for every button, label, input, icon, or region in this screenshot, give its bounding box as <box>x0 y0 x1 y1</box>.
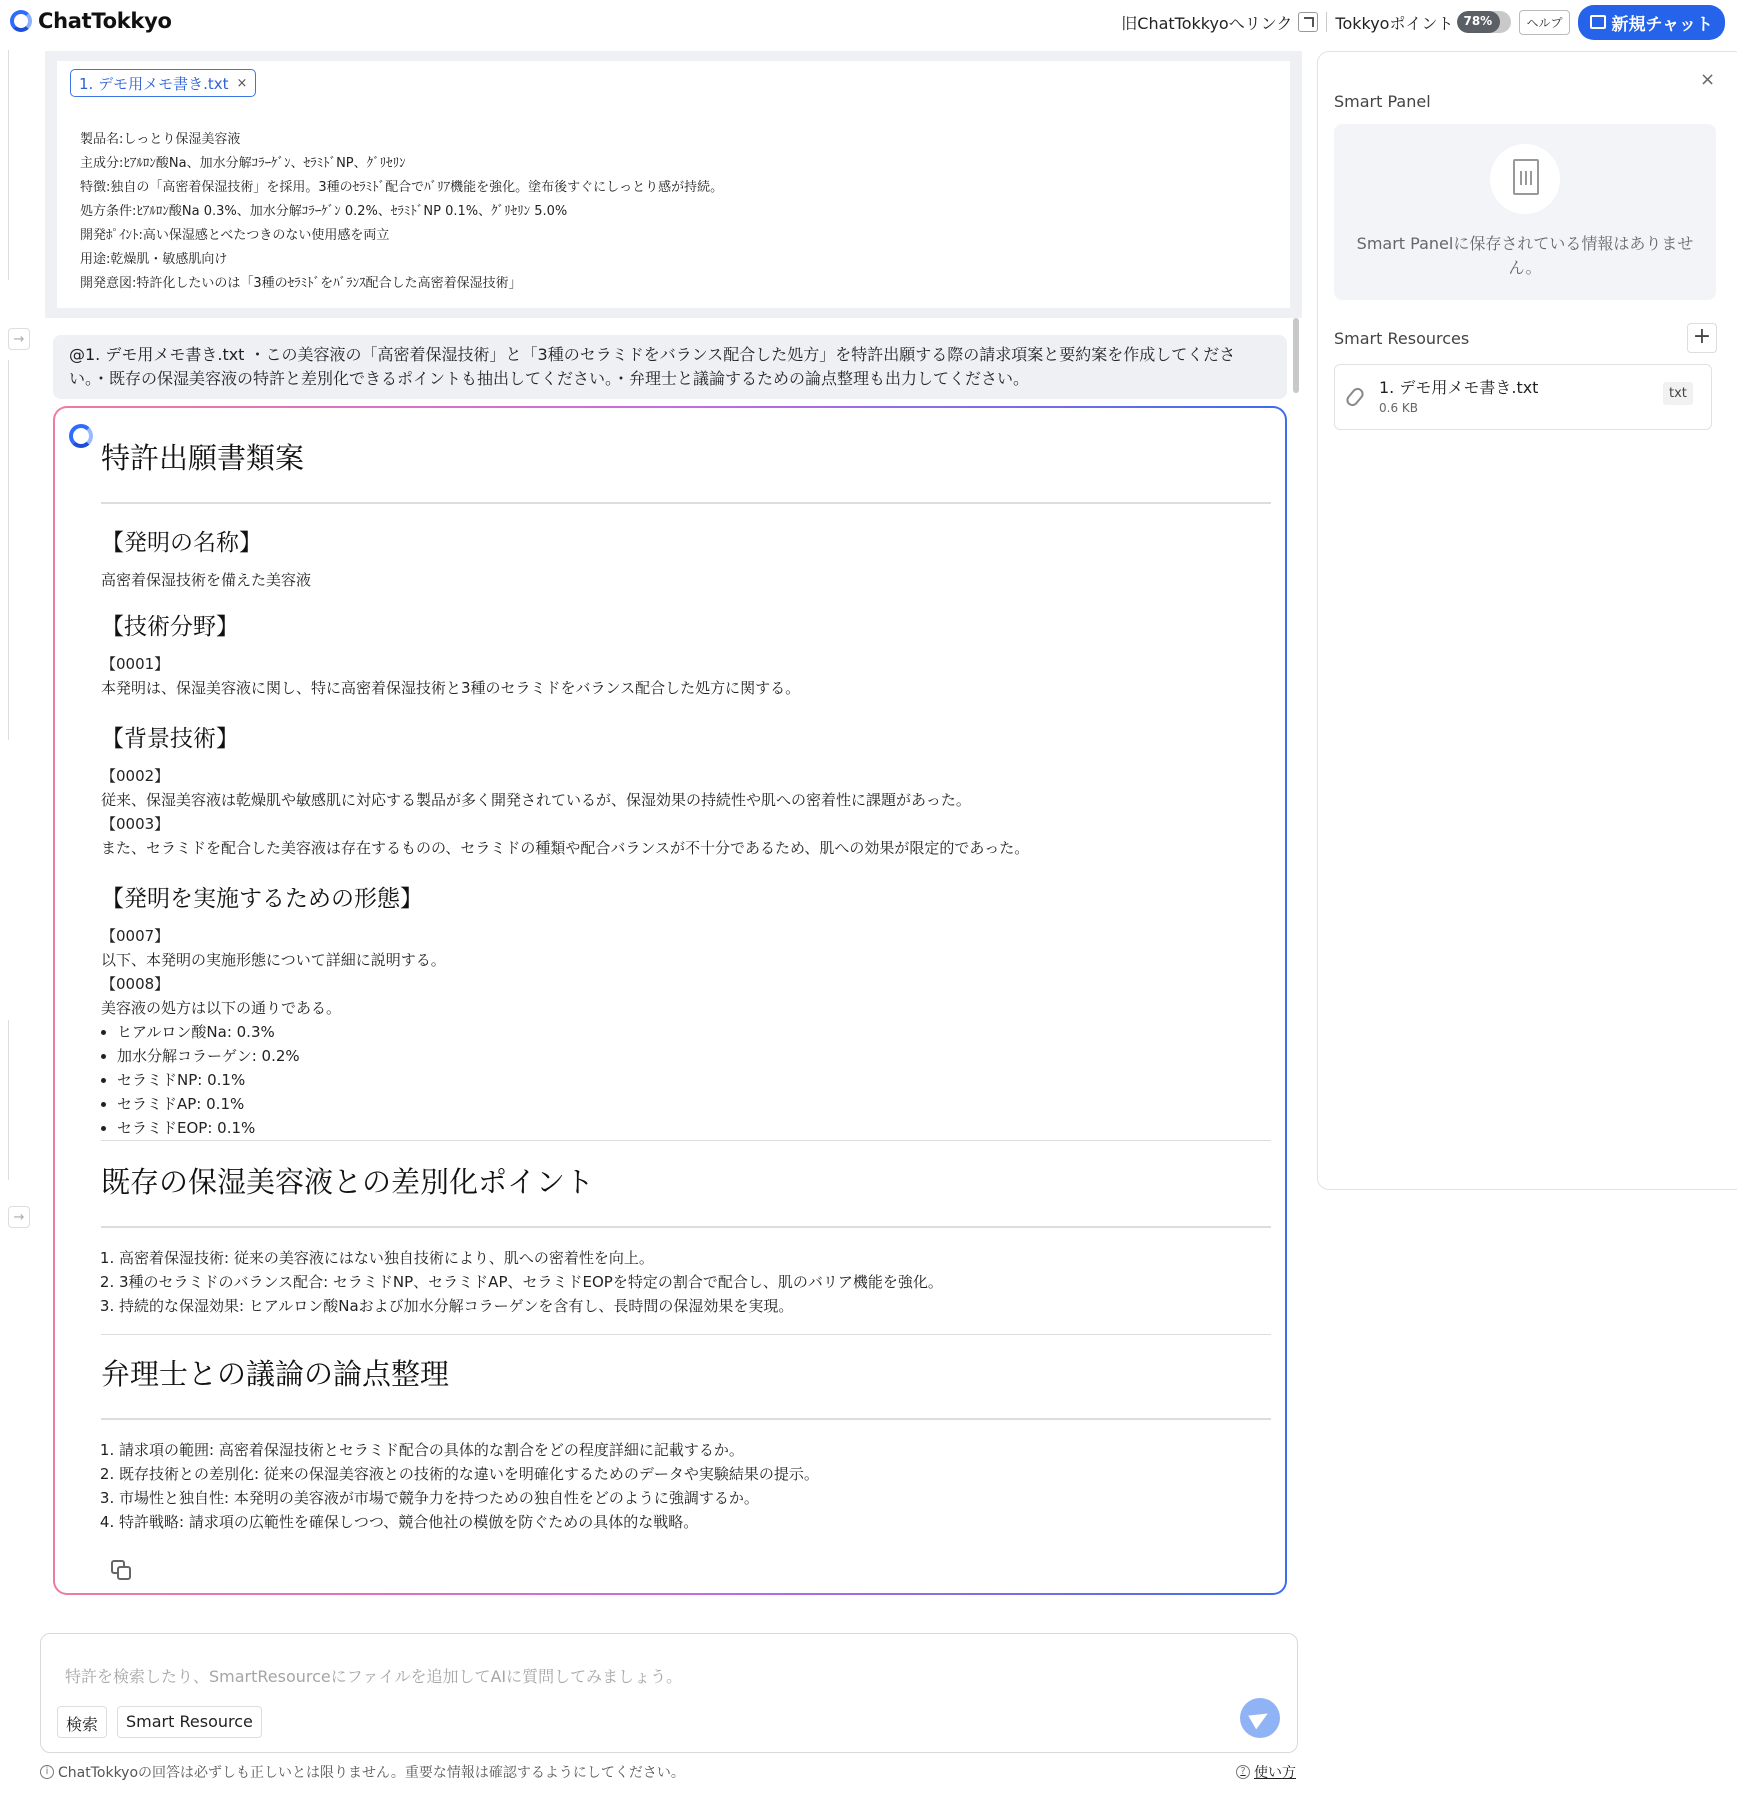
list-item: • 加水分解コラーゲン: 0.2% <box>117 1044 300 1068</box>
document-line: 処方条件:ﾋｱﾙﾛﾝ酸Na 0.3%、加水分解ｺﾗｰｹﾞﾝ 0.2%、ｾﾗﾐﾄﾞNP 0.1%、ｸﾞﾘｾﾘﾝ 5.0% <box>80 204 568 219</box>
smart-resources-title: Smart Resources <box>1334 329 1470 348</box>
arrow-right-icon: → <box>13 331 25 347</box>
paragraph-number: 【0001】 <box>101 655 170 673</box>
list-item: 2. 3種のセラミドのバランス配合: セラミドNP、セラミドAP、セラミドEOPを特定の割合で配合し、肌のバリア機能を強化。 <box>119 1270 943 1294</box>
user-message: @1. デモ用メモ書き.txt ・この美容液の「高密着保湿技術」と「3種のセラミドをバランス配合した処方」を特許出願する際の請求項案と要約案を作成してください。・既存の保湿美容液の特許と差別化できるポイントも抽出してください。・弁理士と議論するための論点整理も出力してください。 <box>53 335 1287 399</box>
ai-avatar-icon <box>69 424 93 448</box>
paragraph: また、セラミドを配合した美容液は存在するものの、セラミドの種類や配合バランスが不十分であるため、肌への効果が限定的であった。 <box>101 839 1030 857</box>
issues-title: 弁理士との議論の論点整理 <box>101 1357 450 1391</box>
app-logo[interactable] <box>10 9 172 33</box>
old-link-label: 旧ChatTokkyoへリンク <box>1121 13 1293 33</box>
paragraph: 従来、保湿美容液は乾燥肌や敏感肌に対応する製品が多く開発されているが、保湿効果の持続性や肌への密着性に課題があった。 <box>101 791 971 809</box>
logo-icon <box>10 10 32 32</box>
arrow-right-icon: → <box>13 1209 25 1225</box>
left-rail-divider <box>8 1020 9 1180</box>
paperclip-icon <box>1344 385 1366 408</box>
copy-icon[interactable] <box>111 1560 133 1582</box>
search-button[interactable]: 検索 <box>57 1706 107 1738</box>
paragraph: 高密着保湿技術を備えた美容液 <box>101 571 312 589</box>
resource-type-badge: txt <box>1663 382 1693 405</box>
list-item: 3. 市場性と独自性: 本発明の美容液が市場で競争力を持つための独自性をどのように強調するか。 <box>119 1486 819 1510</box>
add-resource-button[interactable]: + <box>1687 323 1717 353</box>
answer-scroll-area[interactable] <box>101 408 1271 1138</box>
answer-title: 特許出願書類案 <box>101 441 305 475</box>
differentiation-title: 既存の保湿美容液との差別化ポイント <box>101 1165 595 1199</box>
usage-label: 使い方 <box>1254 1765 1296 1781</box>
app-name: ChatTokkyo <box>38 9 172 33</box>
issues-list <box>119 1438 819 1534</box>
send-button[interactable] <box>1240 1698 1280 1738</box>
new-chat-button[interactable] <box>1578 5 1726 40</box>
paragraph: 以下、本発明の実施形態について詳細に説明する。 <box>101 951 446 969</box>
document-line: 用途:乾燥肌・敏感肌向け <box>80 252 228 267</box>
usage-link[interactable] <box>1236 1762 1296 1782</box>
document-line: 特徴:独自の「高密着保湿技術」を採用。3種のｾﾗﾐﾄﾞ配合でﾊﾞﾘｱ機能を強化。塗布後すぐにしっとり感が持続。 <box>80 180 724 195</box>
attached-file-chip[interactable] <box>70 69 256 97</box>
help-button[interactable]: ヘルプ <box>1519 10 1569 35</box>
section-heading: 【背景技術】 <box>101 726 239 752</box>
differentiation-list <box>119 1246 943 1318</box>
list-item: 1. 請求項の範囲: 高密着保湿技術とセラミド配合の具体的な割合をどの程度詳細に記載するか。 <box>119 1438 819 1462</box>
resource-name: 1. デモ用メモ書き.txt <box>1379 378 1539 397</box>
list-item: • セラミドAP: 0.1% <box>117 1092 300 1116</box>
paragraph-number: 【0002】 <box>101 767 170 785</box>
chat-input[interactable]: 特許を検索したり、SmartResourceにファイルを追加してAIに質問してみましょう。 <box>65 1667 683 1686</box>
resource-item[interactable] <box>1334 364 1712 430</box>
list-item: • セラミドNP: 0.1% <box>117 1068 300 1092</box>
paragraph-number: 【0003】 <box>101 815 170 833</box>
document-chart-icon <box>1490 144 1560 214</box>
document-content <box>80 128 723 296</box>
left-rail-divider <box>8 360 9 740</box>
new-chat-icon <box>1590 15 1606 29</box>
smart-panel-title: Smart Panel <box>1334 92 1431 111</box>
paragraph-number: 【0007】 <box>101 927 170 945</box>
paragraph: 本発明は、保湿美容液に関し、特に高密着保湿技術と3種のセラミドをバランス配合した処方に関する。 <box>101 679 801 697</box>
disclaimer <box>40 1762 685 1782</box>
expand-sidebar-button[interactable] <box>8 328 30 350</box>
list-item: • ヒアルロン酸Na: 0.3% <box>117 1020 300 1044</box>
list-item: • セラミドEOP: 0.1% <box>117 1116 300 1138</box>
smart-panel-empty-state <box>1334 124 1716 300</box>
resource-size: 0.6 KB <box>1379 401 1418 415</box>
divider <box>101 502 1271 504</box>
document-line: 開発ﾎﾟｲﾝﾄ:高い保湿感とべたつきのない使用感を両立 <box>80 228 390 243</box>
file-chip-label: 1. デモ用メモ書き.txt <box>79 74 229 93</box>
remove-file-icon[interactable]: × <box>236 75 248 91</box>
smart-resource-button[interactable]: Smart Resource <box>117 1706 262 1738</box>
divider <box>101 1226 1271 1228</box>
divider <box>101 1140 1271 1141</box>
document-line: 製品名:しっとり保湿美容液 <box>80 132 241 147</box>
paragraph-number: 【0008】 <box>101 975 170 993</box>
list-item: 1. 高密着保湿技術: 従来の美容液にはない独自技術により、肌への密着性を向上。 <box>119 1246 943 1270</box>
points-value: 78% <box>1463 14 1493 28</box>
new-chat-label: 新規チャット <box>1611 14 1713 35</box>
points-gauge <box>1457 11 1511 33</box>
disclaimer-text: ChatTokkyoの回答は必ずしも正しいとは限りません。重要な情報は確認するようにしてください。 <box>58 1765 685 1781</box>
document-line: 主成分:ﾋｱﾙﾛﾝ酸Na、加水分解ｺﾗｰｹﾞﾝ、ｾﾗﾐﾄﾞNP、ｸﾞﾘｾﾘﾝ <box>80 156 406 171</box>
points-label: Tokkyoポイント <box>1335 13 1454 33</box>
app-header <box>0 0 1737 44</box>
list-item: 2. 既存技術との差別化: 従来の保湿美容液との技術的な違いを明確化するためのデータや実験結果の提示。 <box>119 1462 819 1486</box>
section-heading: 【技術分野】 <box>101 614 239 640</box>
chat-input-box[interactable] <box>40 1633 1298 1753</box>
close-icon[interactable]: × <box>1700 69 1716 90</box>
tokkyo-points <box>1335 11 1511 34</box>
formula-list <box>117 1020 300 1138</box>
divider <box>101 1334 1271 1335</box>
scrollbar-thumb[interactable] <box>1293 318 1299 393</box>
expand-panel-button[interactable] <box>8 1206 30 1228</box>
empty-state-text: Smart Panelに保存されている情報はありません。 <box>1356 234 1694 277</box>
list-item: 3. 持続的な保湿効果: ヒアルロン酸Naおよび加水分解コラーゲンを含有し、長時間の保湿効果を実現。 <box>119 1294 943 1318</box>
help-icon: ? <box>1236 1765 1250 1779</box>
info-icon: i <box>40 1765 54 1779</box>
section-heading: 【発明の名称】 <box>101 530 262 556</box>
old-chattokkyo-link[interactable] <box>1121 11 1318 34</box>
divider <box>101 1418 1271 1420</box>
external-link-icon <box>1298 12 1318 32</box>
list-item: 4. 特許戦略: 請求項の広範性を確保しつつ、競合他社の模倣を防ぐための具体的な戦略。 <box>119 1510 819 1534</box>
ai-answer-card <box>53 406 1287 1595</box>
left-rail-divider <box>8 50 9 280</box>
header-divider <box>1326 12 1327 32</box>
paragraph: 美容液の処方は以下の通りである。 <box>101 999 342 1017</box>
smart-panel <box>1317 51 1737 1190</box>
document-line: 開発意図:特許化したいのは「3種のｾﾗﾐﾄﾞをﾊﾞﾗﾝｽ配合した高密着保湿技術」 <box>80 276 522 291</box>
section-heading: 【発明を実施するための形態】 <box>101 886 423 912</box>
